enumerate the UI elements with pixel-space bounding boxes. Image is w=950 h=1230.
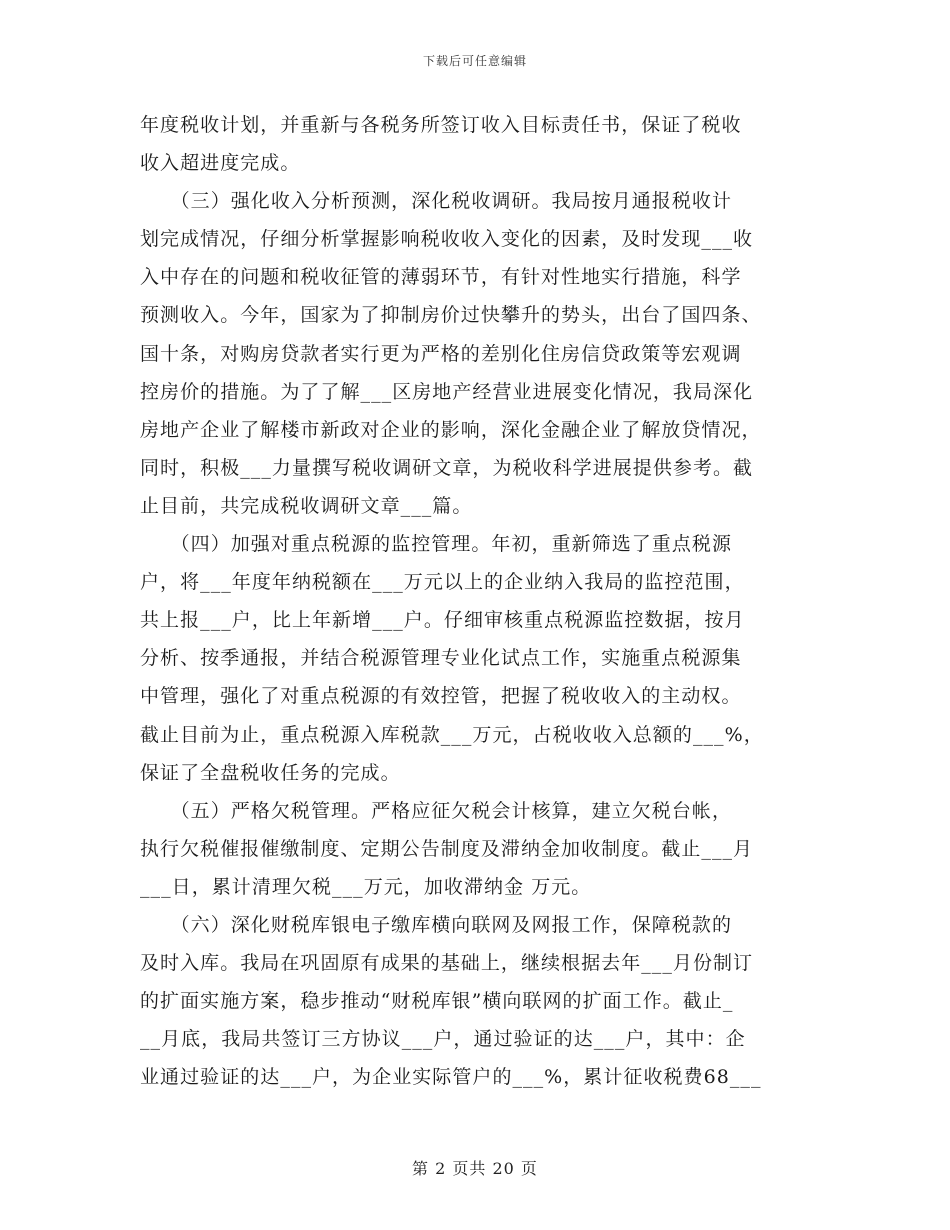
text-line: 业通过验证的达___户，为企业实际管户的___%，累计征收税费68___ <box>140 1066 762 1089</box>
text-line: 同时，积极___力量撰写税收调研文章，为税收科学进展提供参考。截 <box>140 456 754 479</box>
text-line: 收入超进度完成。 <box>140 152 301 175</box>
text-line: 年度税收计划，并重新与各税务所签订收入目标责任书，保证了税收 <box>140 114 742 136</box>
text-line: 入中存在的问题和税收征管的薄弱环节，有针对性地实行措施，科学 <box>140 266 742 289</box>
text-line: 共上报___户，比上年新增___户。仔细审核重点税源监控数据，按月 <box>140 609 745 632</box>
document-body <box>140 106 810 1096</box>
text-line: 房地产企业了解楼市新政对企业的影响，深化金融企业了解放贷情况， <box>140 418 762 441</box>
page-header: 下载后可任意编辑 <box>422 54 527 68</box>
text-line: （三）强化收入分析预测，深化税收调研。我局按月通报税收计 <box>140 190 733 213</box>
text-line: 国十条，对购房贷款者实行更为严格的差别化住房信贷政策等宏观调 <box>140 342 742 365</box>
text-line: __月底，我局共签订三方协议___户，通过验证的达___户，其中：企 <box>140 1028 746 1051</box>
text-line: （四）加强对重点税源的监控管理。年初，重新筛选了重点税源 <box>140 533 733 556</box>
text-line: 户，将___年度年纳税额在___万元以上的企业纳入我局的监控范围， <box>140 571 745 594</box>
text-line: 及时入库。我局在巩固原有成果的基础上，继续根据去年___月份制订 <box>140 952 754 975</box>
text-line: ___日，累计清理欠税___万元，加收滞纳金 万元。 <box>140 875 592 898</box>
text-line: 控房价的措施。为了了解___区房地产经营业进展变化情况，我局深化 <box>140 380 754 403</box>
text-line: 止目前，共完成税收调研文章___篇。 <box>140 494 473 517</box>
text-line: 划完成情况，仔细分析掌握影响税收收入变化的因素，及时发现___收 <box>140 228 754 251</box>
text-line: 执行欠税催报催缴制度、定期公告制度及滞纳金加收制度。截止___月 <box>140 837 754 860</box>
text-line: 截止目前为止，重点税源入库税款___万元，占税收收入总额的___%， <box>140 723 764 746</box>
page-footer: 第 2 页共 20 页 <box>412 1159 538 1178</box>
text-line: 预测收入。今年，国家为了抑制房价过快攀升的势头，出台了国四条、 <box>140 304 762 327</box>
text-line: （五）严格欠税管理。严格应征欠税会计核算，建立欠税台帐， <box>140 799 733 822</box>
text-line: 中管理，强化了对重点税源的有效控管，把握了税收收入的主动权。 <box>140 685 742 708</box>
text-line: 的扩面实施方案，稳步推动“财税库银”横向联网的扩面工作。截止_ <box>140 990 734 1013</box>
text-line: 保证了全盘税收任务的完成。 <box>140 761 401 784</box>
text-line: 分析、按季通报，并结合税源管理专业化试点工作，实施重点税源集 <box>140 647 742 670</box>
text-line: （六）深化财税库银电子缴库横向联网及网报工作，保障税款的 <box>140 913 733 936</box>
